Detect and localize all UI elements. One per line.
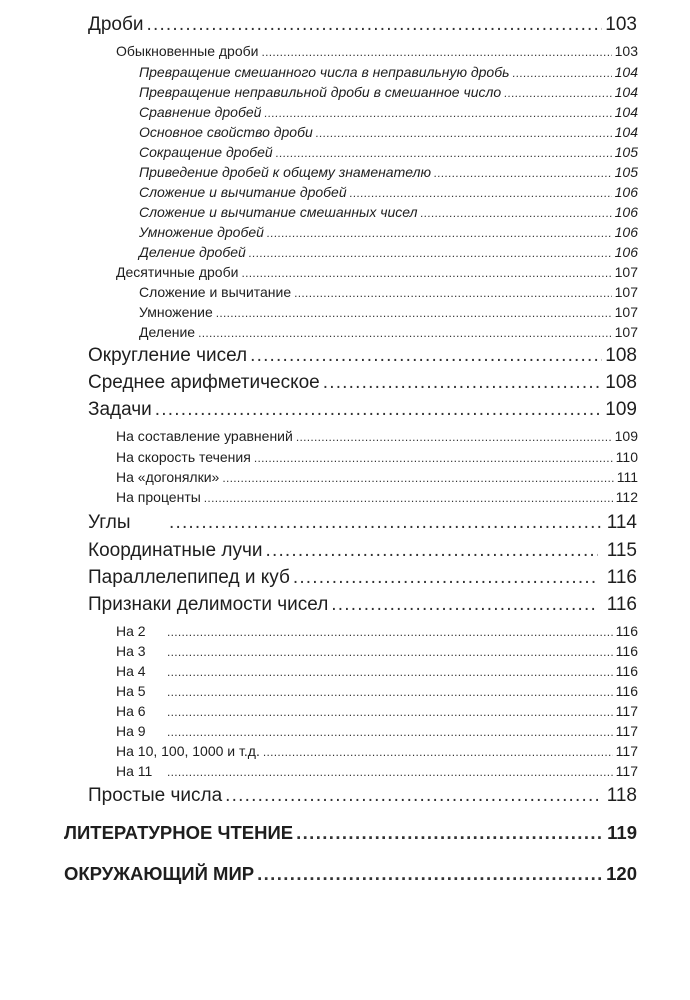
toc-entry-page: 115: [606, 540, 637, 561]
dot-leader: [167, 645, 613, 659]
toc-entry-coordinate-rays: [88, 540, 637, 564]
dot-leader: [167, 765, 613, 779]
toc-entry-page: 110: [615, 449, 638, 465]
toc-entry-page: 111: [616, 469, 638, 485]
dot-leader: [254, 451, 613, 465]
dot-leader: [350, 186, 612, 200]
toc-entry-title: На 9: [116, 723, 146, 739]
dot-leader: [257, 863, 603, 885]
toc-entry-decimal-fractions: [116, 264, 638, 282]
toc-entry: [116, 663, 638, 681]
toc-entry-title: На 4: [116, 663, 146, 679]
toc-entry-title: Дроби: [88, 14, 144, 35]
dot-leader: [225, 785, 598, 807]
toc-entry-rounding: [88, 345, 637, 369]
dot-leader: [167, 725, 613, 739]
toc-entry-title: ОКРУЖАЮЩИЙ МИР: [64, 863, 255, 884]
toc-entry: [116, 723, 638, 741]
toc-entry-page: 114: [606, 512, 637, 533]
toc-entry-page: 105: [614, 164, 638, 180]
toc-entry-title: Деление дробей: [139, 244, 246, 260]
dot-leader: [167, 705, 613, 719]
toc-entry-page: 106: [614, 184, 638, 200]
toc-entry-title: На 2: [116, 623, 146, 639]
toc-entry: [139, 164, 638, 182]
toc-entry-fractions: [88, 14, 637, 38]
toc-entry-page: 106: [614, 204, 638, 220]
toc-entry-page: 105: [614, 144, 638, 160]
dot-leader: [169, 512, 604, 534]
toc-entry-page: 106: [614, 224, 638, 240]
toc-entry-page: 108: [605, 372, 637, 393]
toc-entry-page: 104: [614, 84, 638, 100]
toc-entry-common-fractions: [116, 43, 638, 61]
toc-entry-page: 117: [615, 743, 638, 759]
toc-entry: [139, 304, 638, 322]
toc-entry: [116, 428, 638, 446]
toc-entry-title: Превращение смешанного числа в неправильную дробь: [139, 64, 510, 80]
toc-entry-title: Умножение дробей: [139, 224, 264, 240]
toc-entry: [116, 683, 638, 701]
dot-leader: [512, 66, 611, 80]
dot-leader: [504, 86, 611, 100]
toc-entry-page: 116: [615, 683, 638, 699]
toc-entry-title: Превращение неправильной дроби в смешанное число: [139, 84, 502, 100]
toc-entry: [139, 324, 638, 342]
toc-entry-page: 108: [605, 345, 637, 366]
toc-entry-title: Простые числа: [88, 785, 223, 806]
toc-entry-title: Сокращение дробей: [139, 144, 273, 160]
dot-leader: [434, 166, 612, 180]
dot-leader: [241, 266, 611, 280]
toc-entry-primes: [88, 785, 637, 809]
toc-entry-title: Обыкновенные дроби: [116, 43, 259, 59]
toc-entry: [116, 763, 638, 781]
dot-leader: [261, 45, 611, 59]
dot-leader: [204, 491, 613, 505]
dot-leader: [155, 399, 603, 421]
toc-entry-page: 104: [614, 104, 638, 120]
toc-entry-page: 103: [614, 43, 638, 59]
dot-leader: [263, 745, 613, 759]
toc-entry: [116, 623, 638, 641]
toc-entry-page: 116: [606, 594, 637, 615]
toc-entry: [139, 284, 638, 302]
toc-entry-divisibility: [88, 594, 637, 618]
toc-entry-page: 107: [614, 284, 638, 300]
toc-entry-parallelepiped: [88, 567, 637, 591]
toc-entry-page: 104: [614, 64, 638, 80]
dot-leader: [167, 685, 613, 699]
toc-entry-title: На 10, 100, 1000 и т.д.: [116, 743, 260, 759]
toc-entry: [139, 144, 638, 162]
toc-entry: [116, 703, 638, 721]
dot-leader: [250, 345, 602, 367]
toc-entry-page: 107: [614, 324, 638, 340]
toc-entry-title: Сравнение дробей: [139, 104, 262, 120]
toc-entry-title: Координатные лучи: [88, 540, 263, 561]
dot-leader: [276, 146, 612, 160]
toc-entry-title: Умножение: [139, 304, 213, 320]
toc-entry: [139, 64, 638, 82]
dot-leader: [167, 625, 613, 639]
dot-leader: [267, 226, 612, 240]
toc-entry: [116, 743, 638, 761]
toc-entry-problems: [88, 399, 637, 423]
dot-leader: [296, 430, 612, 444]
toc-entry-page: 107: [614, 264, 638, 280]
toc-entry-page: 104: [614, 124, 638, 140]
toc-entry-title: На составление уравнений: [116, 428, 293, 444]
toc-entry-page: 120: [606, 863, 637, 884]
toc-entry-title: Основное свойство дроби: [139, 124, 313, 140]
toc-entry-title: Параллелепипед и куб: [88, 567, 290, 588]
dot-leader: [420, 206, 611, 220]
toc-entry: [139, 224, 638, 242]
toc-entry-title: Признаки делимости чисел: [88, 594, 329, 615]
dot-leader: [293, 567, 598, 589]
toc-entry: [139, 104, 638, 122]
dot-leader: [198, 326, 612, 340]
dot-leader: [264, 106, 611, 120]
toc-entry-world-around: [64, 863, 637, 887]
toc-entry-page: 117: [615, 703, 638, 719]
toc-entry-mean: [88, 372, 637, 396]
toc-entry: [139, 84, 638, 102]
toc-entry-title: На «догонялки»: [116, 469, 220, 485]
toc-entry-title: На проценты: [116, 489, 201, 505]
dot-leader: [331, 594, 597, 616]
toc-entry-title: На 5: [116, 683, 146, 699]
dot-leader: [294, 286, 611, 300]
toc-entry-title: Среднее арифметическое: [88, 372, 320, 393]
toc-entry-title: Приведение дробей к общему знаменателю: [139, 164, 431, 180]
toc-entry-title: На 6: [116, 703, 146, 719]
toc-entry-page: 103: [605, 14, 637, 35]
dot-leader: [167, 665, 613, 679]
toc-entry-title: На 3: [116, 643, 146, 659]
dot-leader: [323, 372, 603, 394]
toc-entry-page: 116: [606, 567, 637, 588]
dot-leader: [222, 471, 613, 485]
dot-leader: [249, 246, 612, 260]
toc-entry-literary-reading: [64, 822, 637, 846]
toc-entry-title: На скорость течения: [116, 449, 251, 465]
toc-entry-page: 119: [607, 822, 637, 843]
toc-entry-title: На 11: [116, 763, 153, 779]
dot-leader: [216, 306, 612, 320]
toc-entry-title: Сложение и вычитание: [139, 284, 292, 300]
toc-entry-page: 112: [615, 489, 638, 505]
toc-entry-page: 109: [614, 428, 638, 444]
toc-entry: [139, 124, 638, 142]
dot-leader: [316, 126, 612, 140]
dot-leader: [265, 540, 597, 562]
toc-entry-title: ЛИТЕРАТУРНОЕ ЧТЕНИЕ: [64, 822, 294, 843]
toc-entry: [116, 489, 638, 507]
toc-entry-angles: [88, 512, 637, 536]
toc-entry-title: Деление: [139, 324, 196, 340]
toc-entry-title: Сложение и вычитание смешанных чисел: [139, 204, 418, 220]
toc-entry: [116, 449, 638, 467]
toc-entry-page: 116: [615, 643, 638, 659]
toc-entry-title: Сложение и вычитание дробей: [139, 184, 347, 200]
toc-entry-page: 106: [614, 244, 638, 260]
toc-entry-page: 117: [615, 763, 638, 779]
toc-entry: [116, 643, 638, 661]
toc-entry-title: Десятичные дроби: [116, 264, 239, 280]
toc-entry-title: Углы: [88, 512, 131, 533]
toc-entry: [139, 184, 638, 202]
toc-entry-page: 116: [615, 663, 638, 679]
toc-entry: [139, 204, 638, 222]
dot-leader: [296, 822, 604, 844]
toc-entry-title: Округление чисел: [88, 345, 248, 366]
toc-entry: [139, 244, 638, 262]
toc-entry-page: 107: [614, 304, 638, 320]
toc-entry: [116, 469, 638, 487]
toc-entry-page: 118: [606, 785, 637, 806]
dot-leader: [147, 14, 603, 36]
toc-entry-page: 109: [605, 399, 637, 420]
toc-entry-page: 116: [615, 623, 638, 639]
toc-entry-title: Задачи: [88, 399, 152, 420]
toc-entry-page: 117: [615, 723, 638, 739]
